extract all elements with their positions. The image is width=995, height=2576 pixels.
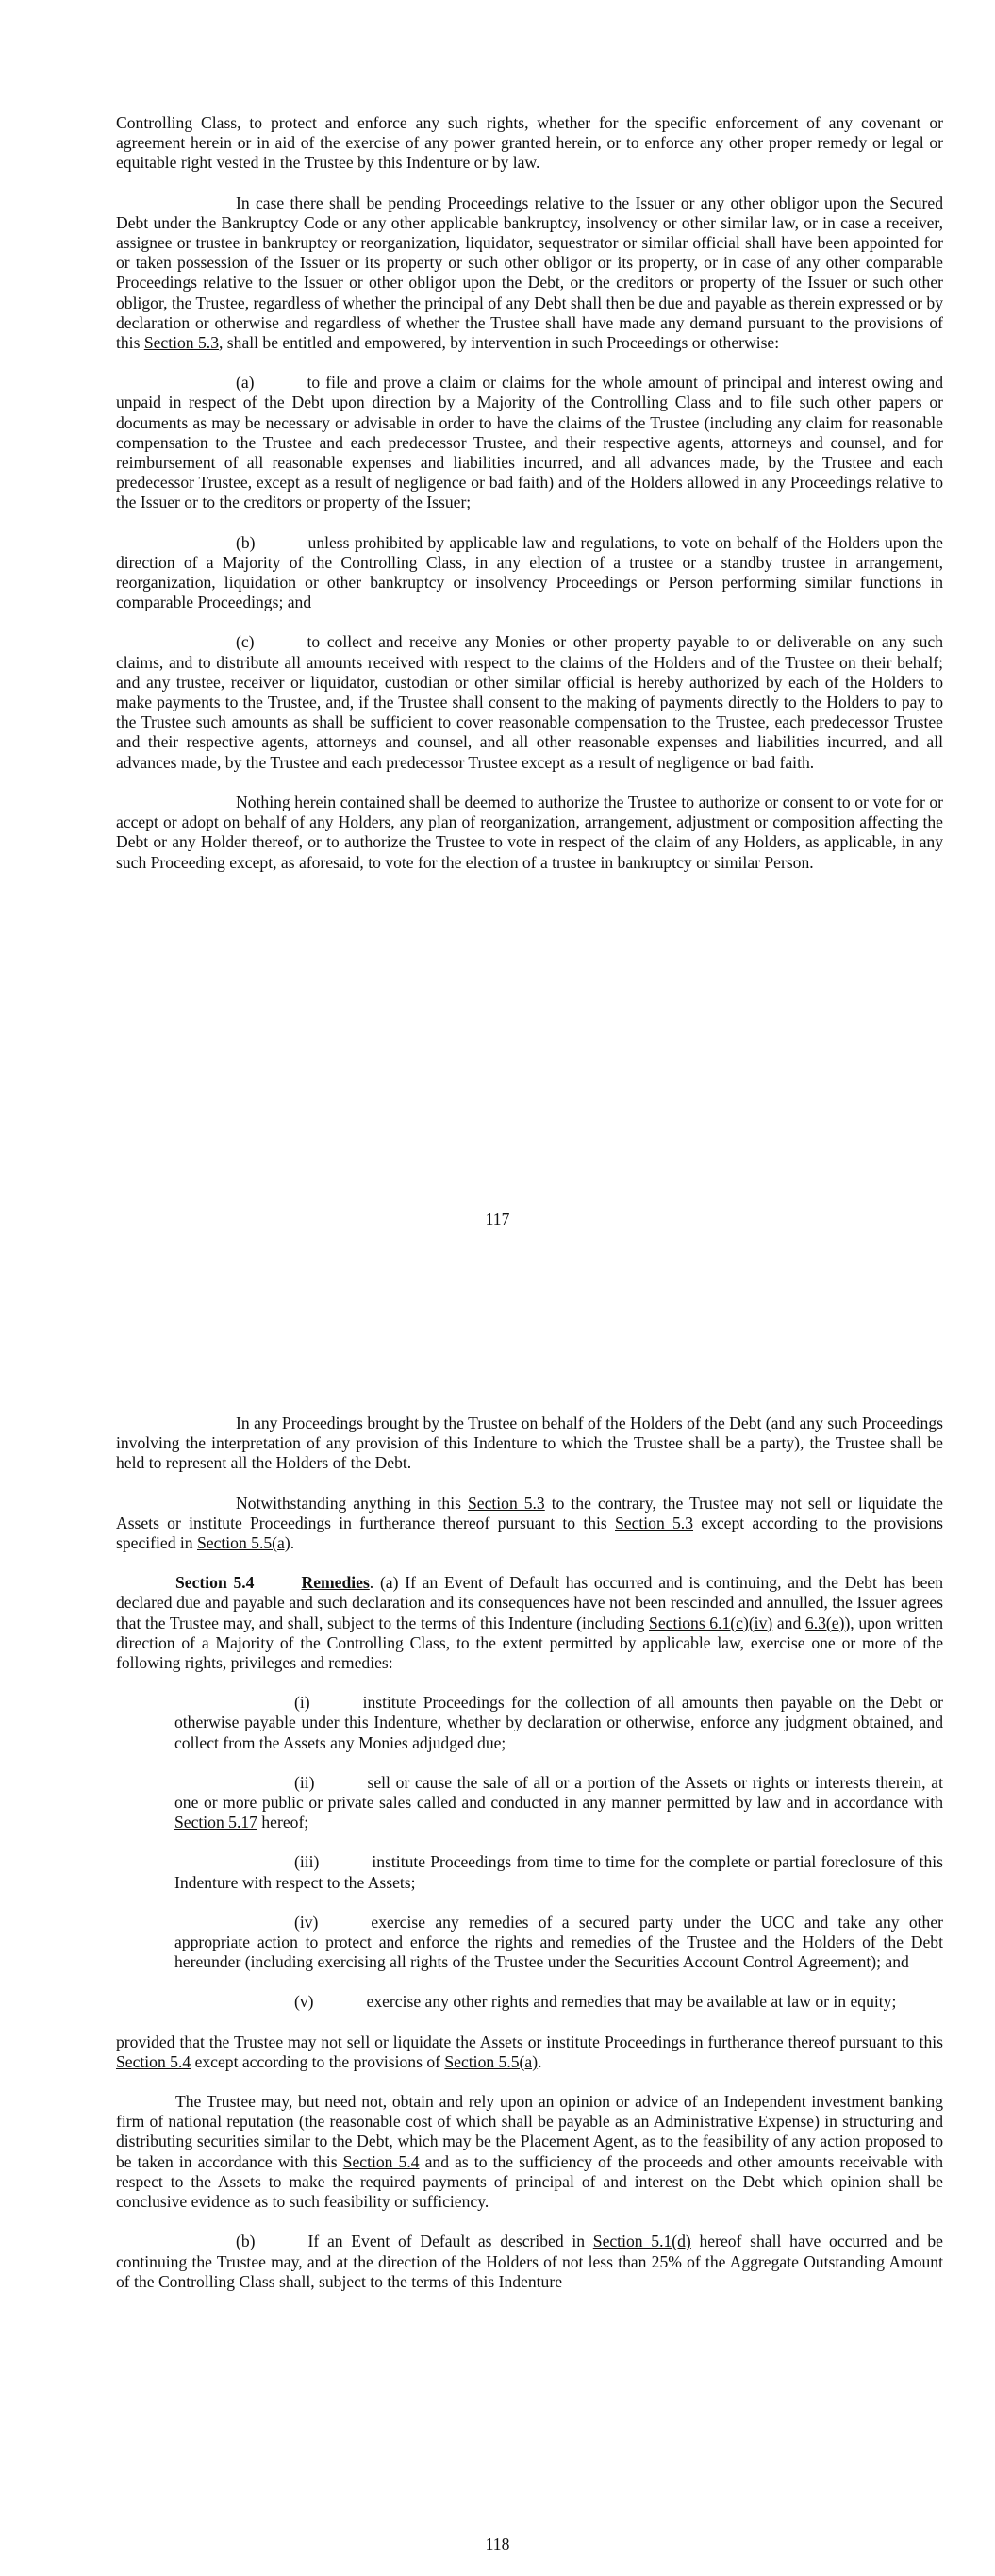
section-reference: Section 5.5(a) [196,1533,290,1553]
provided-keyword: provided [116,2032,175,2051]
text: that the Trustee may not sell or liquidate the Assets or institute Proceedings in furtherance thereof pursuant to this [174,2032,943,2051]
section-5-4-remedies [116,1573,943,1673]
clause-text: exercise any other rights and remedies that may be available at law or in equity; [366,1992,897,2012]
text: . [290,1533,295,1553]
page-number: 118 [485,2534,510,2553]
section-reference: Section 5.5(a) [444,2051,539,2071]
text: ), upon written direction of a Majority of the Controlling Class, to the extent permitted by applicable law, exercise one or more of the following rights, privileges and remedies: [116,1613,943,1673]
text: and as to the sufficiency of the proceeds and other amounts receivable with respect to the Assets to make the required payments of principal of and interest on the Debt which opinion shall be conclusive evidence as to such feasibility or sufficiency. [116,2151,943,2212]
clause-label: (a) [236,373,255,393]
clause-text: hereof shall have occurred and be continuing the Trustee may, and at the direction of the Holders of not less than 25% of the Aggregate Outstanding Amount of the Controlling Class shall, subject to the terms of this Indenture [116,2232,943,2291]
section-reference: Section 5.3 [615,1513,694,1532]
section-reference: Section 5.4 [342,2151,420,2171]
clause-label: (c) [236,632,255,652]
remedy-iv [174,1913,943,1973]
section-number: Section 5.4 [175,1573,255,1593]
paragraph-pending-proceedings [116,193,943,354]
clause-label: (i) [294,1693,310,1713]
page-number: 117 [485,1210,510,1229]
text: and [772,1613,805,1632]
section-title: Remedies [301,1573,370,1593]
paragraph-controlling-class: Controlling Class, to protect and enforce any such rights, whether for the specific enforcement of any covenant or agreement herein or in aid of the exercise of any power granted herein, or to enforce any other proper remedy or legal or equitable right vested in the Trustee by this Indenture or by law. [116,113,943,173]
clause-text: unless prohibited by applicable law and regulations, to vote on behalf of the Holders upon the direction of a Majority of the Controlling Class, in any election of a trustee or a standby trustee in arrangement, reorganization, liquidation or other bankruptcy or insolvency Proceedings or Person performing similar functions in comparable Proceedings; and [116,532,943,612]
clause-c [116,632,943,772]
section-reference: Section 5.3 [467,1493,545,1513]
text: . [538,2051,542,2071]
paragraph-notwithstanding [116,1494,943,1554]
text: Notwithstanding anything in this [236,1493,468,1513]
remedy-ii [174,1773,943,1833]
paragraph-any-proceedings: In any Proceedings brought by the Trustee on behalf of the Holders of the Debt (and any such Proceedings involving the interpretation of any provision of this Indenture to which the Trustee shall be a party), the Trustee shall be held to represent all the Holders of the Debt. [116,1413,943,1473]
clause-label: (iv) [294,1912,319,1932]
paragraph-trustee-opinion [116,2092,943,2212]
text: except according to the provisions of [191,2051,445,2071]
paragraph-nothing-herein: Nothing herein contained shall be deemed to authorize the Trustee to authorize or consent to or vote for or accept or adopt on behalf of any Holders, any plan of reorganization, arrangement, adjustment or composition affecting the Debt or any Holder thereof, or to authorize the Trustee to vote in respect of the claim of any Holders, as applicable, in any such Proceeding except, as aforesaid, to vote for the election of a trustee in bankruptcy or similar Person. [116,792,943,872]
section-reference: Section 5.3 [143,333,219,353]
clause-text: to file and prove a claim or claims for the whole amount of principal and interest owing and unpaid in respect of the Debt upon direction by a Majority of the Controlling Class and to file such other papers or documents as may be necessary or advisable in order to have the claims of the Trustee (including any claim for reasonable compensation to the Trustee and each predecessor Trustee, and their respective agents, attorneys and counsel, and for reimbursement of all reasonable expenses and liabilities incurred, and all advances made, by the Trustee and each predecessor Trustee, except as a result of negligence or bad faith) and of the Holders allowed in any Proceedings relative to the Issuer or to the creditors or property of the Issuer; [116,373,943,512]
paragraph-provided [116,2032,943,2072]
section-reference: 6.3(e) [804,1613,845,1632]
clause-label: (b) [236,2232,256,2251]
text: , shall be entitled and empowered, by intervention in such Proceedings or otherwise: [219,333,780,353]
remedy-v [174,1992,943,2012]
clause-text: hereof; [257,1813,309,1832]
page-117-body [116,113,943,893]
clause-text: to collect and receive any Monies or other property payable to or deliverable on any such claims, and to distribute all amounts received with respect to the claims of the Holders and of the Trustee on their behalf; and any trustee, receiver or liquidator, custodian or other similar official is hereby authorized by each of the Holders to make payments to the Trustee, and, if the Trustee shall consent to the making of payments directly to the Holders to pay to the Trustee such amounts as shall be sufficient to cover reasonable compensation to the Trustee, each predecessor Trustee and their respective agents, attorneys and counsel, and all other reasonable expenses and liabilities incurred, and all advances made, by the Trustee and each predecessor Trustee except as a result of negligence or bad faith. [116,632,943,772]
text: In case there shall be pending Proceedings relative to the Issuer or any other obligor upon the Secured Debt under the Bankruptcy Code or any other applicable bankruptcy, insolvency or other similar law, or in case a receiver, assignee or trustee in bankruptcy or reorganization, liquidator, sequestrator or similar official shall have been appointed for or taken possession of the Issuer or its property or such other obligor or its property, or in case of any other comparable Proceedings relative to the Issuer or other obligor upon the Debt, or the creditors or property of the Issuer or such other obligor, the Trustee, regardless of whether the principal of any Debt shall then be due and payable as therein expressed or by declaration or otherwise and regardless of whether the Trustee shall have made any demand pursuant to the provisions of this [116,192,943,353]
page-117 [0,0,995,1283]
page-118-body [116,1413,943,2312]
section-reference: Section 5.4 [116,2051,191,2071]
clause-text: sell or cause the sale of all or a portion of the Assets or rights or interests therein, at one or more public or private sales called and conducted in any manner permitted by law and in accordance with [174,1772,943,1813]
text: The Trustee may, but need not, obtain and rely upon an opinion or advice of an Independent investment banking firm of national reputation (the reasonable cost of which shall be payable as an Administrative Expense) in structuring and distributing securities similar to the Debt, which may be the Placement Agent, as to the feasibility of any action proposed to be taken in accordance with this [116,2092,943,2171]
clause-text: exercise any remedies of a secured party under the UCC and take any other appropriate action to protect and enforce the rights and remedies of the Trustee and the Holders of the Debt hereunder (including exercising all rights of the Trustee under the Securities Account Control Agreement); and [174,1912,943,1972]
clause-label: (v) [294,1992,314,2012]
clause-b [116,533,943,613]
remedy-i [174,1693,943,1753]
clause-label: (iii) [294,1852,320,1872]
remedy-iii [174,1852,943,1892]
clause-text: If an Event of Default as described in [307,2232,593,2251]
remedies-list [116,1693,943,2012]
text: . (a) If an Event of Default has occurred and is continuing, and the Debt has been declared due and payable and such declaration and its consequences have not been rescinded and annulled, the Issuer agrees that the Trustee may, and shall, subject to the terms of this Indenture (including [116,1573,943,1632]
clause-text: institute Proceedings from time to time for the complete or partial foreclosure of this Indenture with respect to the Assets; [174,1852,943,1892]
text: to the contrary, the Trustee may not sell or liquidate the Assets or institute Proceedings in furtherance thereof pursuant to this [116,1493,943,1532]
page-118 [0,1283,995,2576]
text: except according to the provisions specified in [116,1513,943,1553]
section-reference: Section 5.17 [174,1813,257,1832]
clause-text: institute Proceedings for the collection of all amounts then payable on the Debt or otherwise payable under this Indenture, whether by declaration or otherwise, enforce any judgment obtained, and collect from the Assets any Monies adjudged due; [174,1693,943,1752]
clause-label: (b) [236,532,256,552]
clause-a [116,373,943,512]
clause-label: (ii) [294,1772,315,1792]
clause-b-event-of-default [116,2232,943,2292]
section-reference: Sections 6.1(c)(iv) [649,1613,773,1632]
section-reference: Section 5.1(d) [592,2232,691,2251]
